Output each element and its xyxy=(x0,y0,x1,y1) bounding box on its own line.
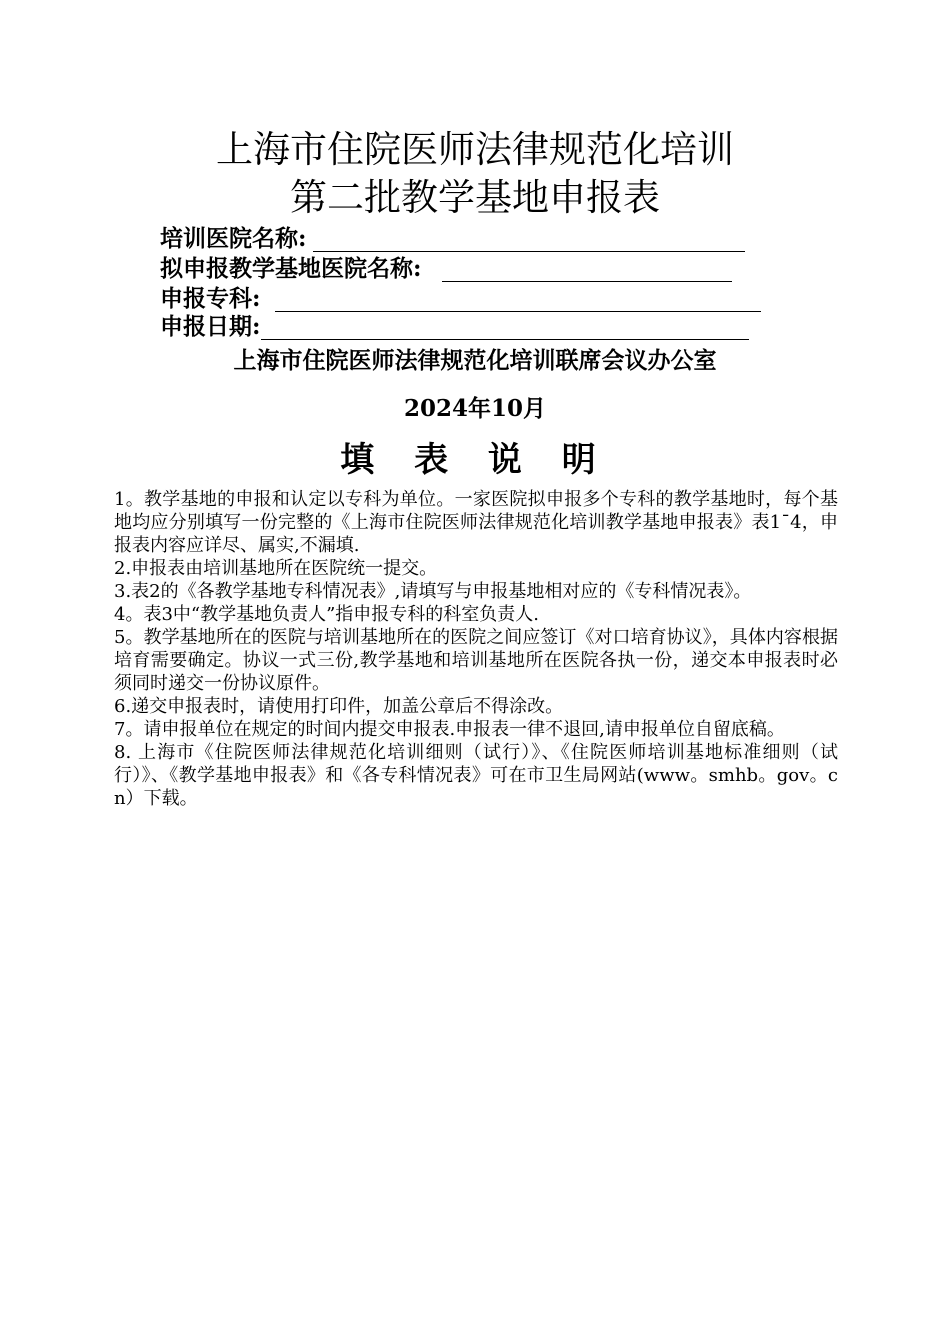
application-date-blank xyxy=(261,317,749,340)
hospital-name-blank xyxy=(313,229,745,252)
instruction-item: 7。请申报单位在规定的时间内提交申报表.申报表一律不退回,请申报单位自留底稿。 xyxy=(114,719,785,740)
issuing-office: 上海市住院医师法律规范化培训联席会议办公室 xyxy=(233,347,717,374)
issue-date: 2024年10月 xyxy=(403,395,547,422)
application-date-label: 申报日期: xyxy=(160,313,261,340)
instruction-item: 2.申报表由培训基地所在医院统一提交。 xyxy=(114,558,438,579)
instructions-heading: 填 表 说 明 xyxy=(340,440,610,480)
instruction-item: 6.递交申报表时，请使用打印件，加盖公章后不得涂改。 xyxy=(114,696,564,717)
specialty-row xyxy=(160,284,761,312)
instruction-item: 5。教学基地所在的医院与培训基地所在的医院之间应签订《对口培育协议》，具体内容根据培育需要确定。协议一式三份,教学基地和培训基地所在医院各执一份，递交本申报表时必须同时递交一份协议原件。 xyxy=(114,627,838,694)
hospital-name-row xyxy=(160,224,745,252)
instruction-item: 4。表3中“教学基地负责人”指申报专科的科室负责人. xyxy=(114,604,540,625)
base-hospital-name-row xyxy=(160,254,732,282)
base-hospital-name-label: 拟申报教学基地医院名称: xyxy=(160,255,422,282)
specialty-blank xyxy=(275,289,761,312)
instruction-item: 3.表2的《各教学基地专科情况表》,请填写与申报基地相对应的《专科情况表》。 xyxy=(114,581,752,602)
document-title-line2: 第二批教学基地申报表 xyxy=(290,176,660,219)
instruction-item: 1。教学基地的申报和认定以专科为单位。一家医院拟申报多个专科的教学基地时，每个基地均应分别填写一份完整的《上海市住院医师法律规范化培训教学基地申报表》表1¯4，申报表内容应详尽、属实,不漏填. xyxy=(114,489,838,556)
base-hospital-name-blank xyxy=(442,259,732,282)
instruction-item: 8. 上海市《住院医师法律规范化培训细则（试行）》、《住院医师培训基地标准细则（试行）》、《教学基地申报表》和《各专科情况表》可在市卫生局网站(www。smhb。gov。cn）下载。 xyxy=(114,742,838,809)
hospital-name-label: 培训医院名称: xyxy=(160,225,307,252)
document-title-line1: 上海市住院医师法律规范化培训 xyxy=(216,128,734,171)
application-date-row xyxy=(160,312,749,340)
instructions-list xyxy=(114,488,838,810)
specialty-label: 申报专科: xyxy=(160,285,261,312)
